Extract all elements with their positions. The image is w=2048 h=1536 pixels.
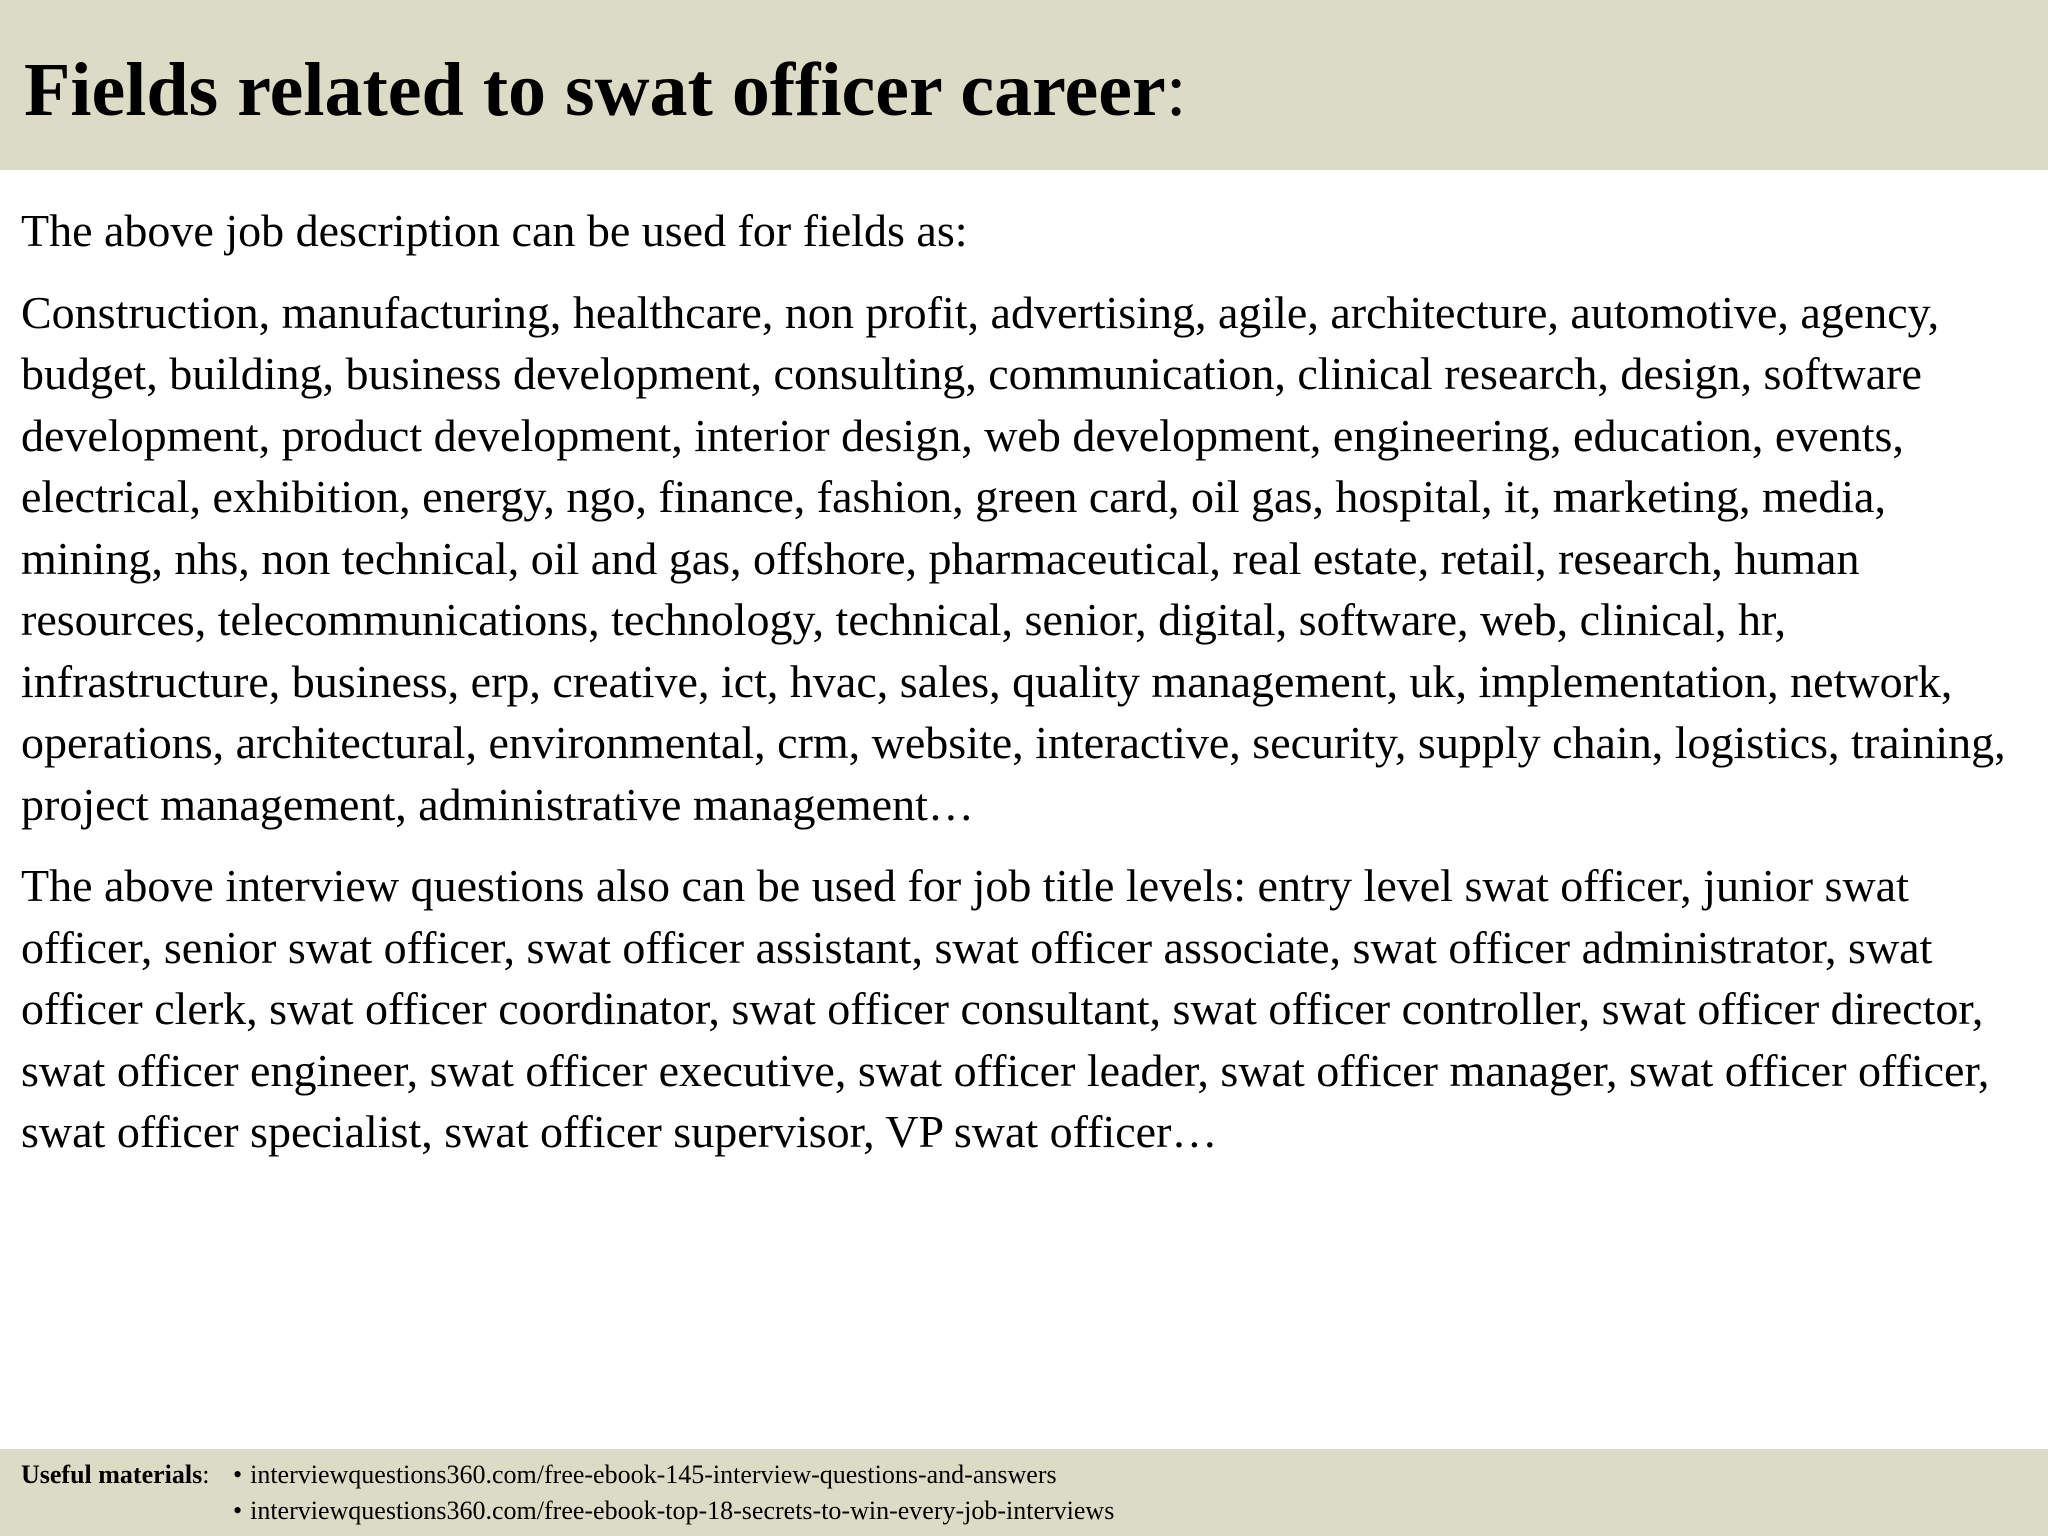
- footer-label: [21, 1457, 209, 1493]
- slide-title-colon: :: [1165, 48, 1187, 132]
- slide-body: [21, 200, 2031, 1163]
- footer-label-colon: :: [202, 1460, 210, 1489]
- bullet-icon: •: [233, 1460, 243, 1489]
- intro-text: The above job description can be used for fields as:: [21, 205, 968, 256]
- fields-list: Construction, manufacturing, healthcare, non profit, advertising, agile, architecture, automotive, agency, budget, building, business development, consulting, communication, clinical research, design, software development, product development, interior design, web development, engineering, education, events, electrical, exhibition, energy, ngo, finance, fashion, green card, oil gas, hospital, it, marketing, media, mining, nhs, non technical, oil and gas, offshore, pharmaceutical, real estate, retail, research, human resources, telecommunications, technology, technical, senior, digital, software, web, clinical, hr, infrastructure, business, erp, creative, ict, hvac, sales, quality management, uk, implementation, network, operations, architectural, environmental, crm, website, interactive, security, supply chain, logistics, training, project management, administrative management…: [21, 286, 2006, 830]
- bullet-icon: •: [233, 1496, 243, 1525]
- job-levels-text: The above interview questions also can be used for job title levels: entry level swat officer, junior swat officer, senior swat officer, swat officer assistant, swat officer associate, swat officer administrator, swat officer clerk, swat officer coordinator, swat officer consultant, swat officer controller, swat officer director, swat officer engineer, swat officer executive, swat officer leader, swat officer manager, swat officer officer, swat officer specialist, swat officer supervisor, VP swat officer…: [21, 860, 1990, 1157]
- footer-link-item: [233, 1493, 1114, 1529]
- slide-title-main: Fields related to swat officer career: [24, 48, 1166, 132]
- footer-link-ebook-145[interactable]: interviewquestions360.com/free-ebook-145-interview-questions-and-answers: [250, 1460, 1057, 1489]
- footer-link-ebook-top-18[interactable]: interviewquestions360.com/free-ebook-top-18-secrets-to-win-every-job-interviews: [250, 1496, 1115, 1525]
- footer-link-item: [233, 1457, 1114, 1493]
- footer-links: [233, 1457, 1114, 1529]
- useful-materials-label: Useful materials: [21, 1460, 203, 1489]
- slide-title: [24, 42, 1187, 138]
